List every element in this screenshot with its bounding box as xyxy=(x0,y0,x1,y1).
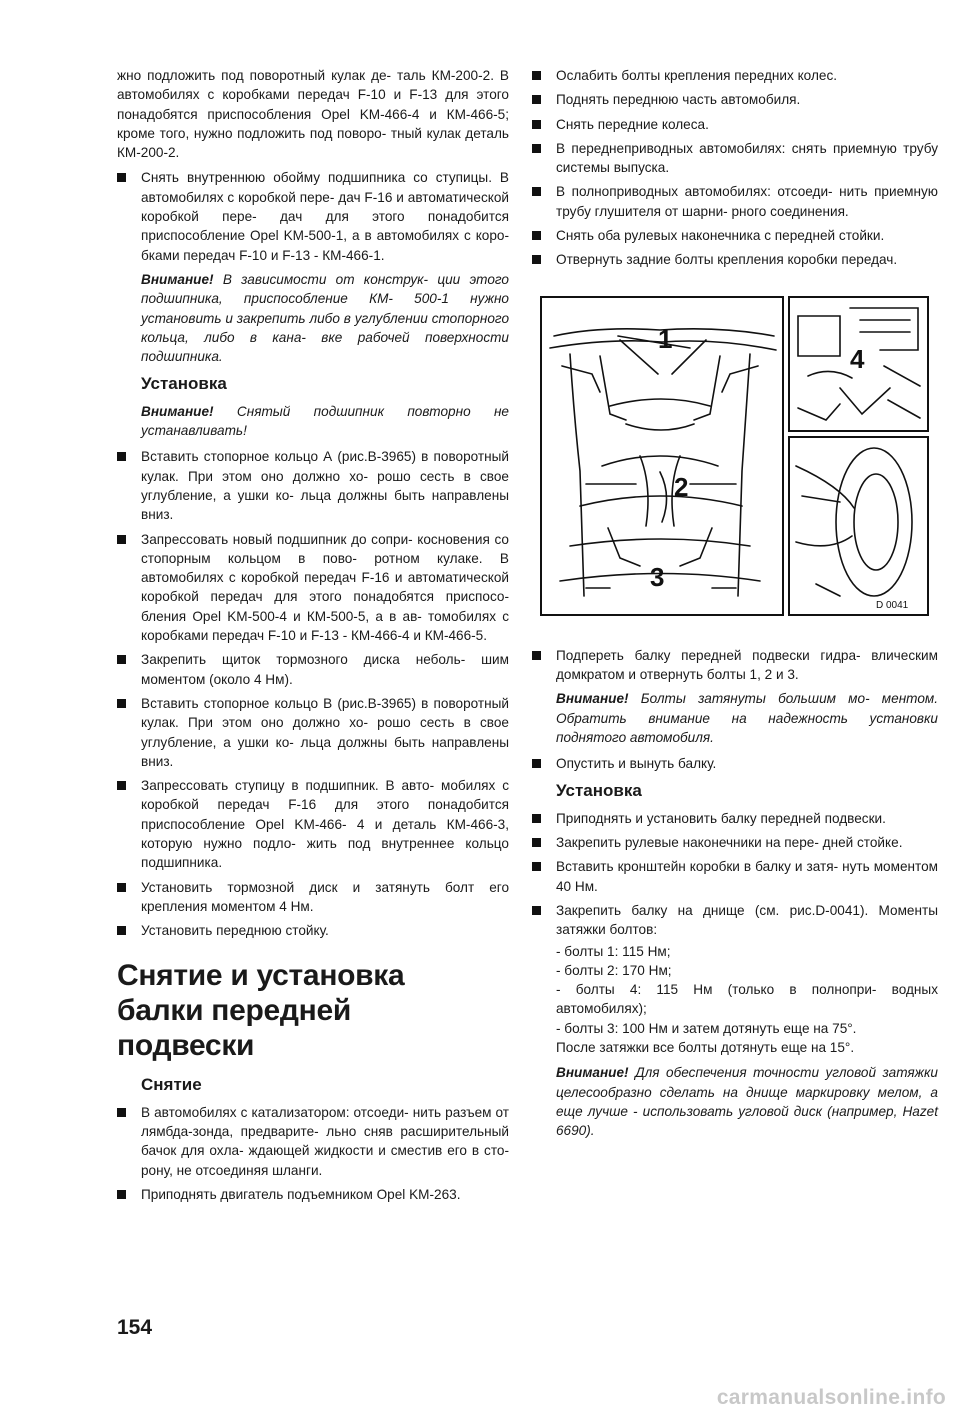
torque-bolts-2: - болты 2: 170 Нм; xyxy=(556,962,672,978)
warning-angle-gauge xyxy=(532,1063,938,1140)
section-title xyxy=(117,958,509,1063)
warning-tool-mounting xyxy=(117,270,509,366)
bullet-raise-vehicle: Поднять переднюю часть автомобиля. xyxy=(532,90,938,109)
intro-paragraph: жно подложить под поворотный кулак де- таль КМ-200-2. В автомобилях с коробками передач F-10 и F-13 для этого понадобятся приспособления Opel KM-466-4 и КМ-466-5; кроме того, нужно подложить под поворо- тный кулак деталь КМ-200-2. xyxy=(117,68,509,161)
warning-text: Для обеспечения точности угловой затяжки целесообразно сделать на днище маркировку мелом, а еще лучше - использовать угловой диск (например, Hazet 6690). xyxy=(556,1065,938,1139)
bullet-gearbox-bracket: Вставить кронштейн коробки в балку и затя- нуть моментом 40 Нм. xyxy=(532,857,938,896)
bullet-install-strut: Установить переднюю стойку. xyxy=(117,921,509,940)
bullet-lambda-sensor: В автомобилях с катализатором: отсоеди- нить разъем от лямбда-зонда, предварите- льно сняв расширительный бачок для охла- ждающей жидкости и сместив его в сто- рону, не отсоединяя шланги. xyxy=(117,1103,509,1180)
bullet-remove-wheels: Снять передние колеса. xyxy=(532,115,938,134)
bullet-support-subframe: Подпереть балку передней подвески гидра- влическим домкратом и отвернуть болты 1, 2 и 3. xyxy=(532,646,938,685)
bullet-remove-exhaust-pipe: В переднеприводных автомобилях: снять приемную трубу системы выпуска. xyxy=(532,139,938,178)
warning-text: В зависимости от конструк- ции этого подшипника, приспособление КМ- 500-1 нужно установить и закрепить либо в углублении стопорного кольца, либо в кана- вке рабочей поверхности подшипника. xyxy=(141,271,509,365)
section-title-line-2: балки передней xyxy=(117,994,351,1028)
heading-removal: Снятие xyxy=(141,1075,202,1095)
warning-text: Снятый подшипник повторно не устанавливать! xyxy=(141,403,509,439)
heading-installation: Установка xyxy=(141,374,227,394)
figure-label-1: 1 xyxy=(658,323,673,354)
page-number: 154 xyxy=(117,1316,153,1339)
right-column xyxy=(532,66,938,1148)
warning-text: Болты затянуты большим мо- ментом. Обратить внимание на надежность установки поднятого автомобиля. xyxy=(556,691,938,745)
bullet-retaining-ring-a: Вставить стопорное кольцо А (рис.В-3965) в поворотный кулак. При этом оно должно хо- рошо сесть в свое углубление, а ушки ко- льца должны быть направлены вниз. xyxy=(117,447,509,524)
torque-bolts-3: - болты 3: 100 Нм и затем дотянуть еще на 75°. xyxy=(556,1020,857,1036)
figure-label-3: 3 xyxy=(650,561,665,592)
subframe-drawing xyxy=(540,296,930,616)
bullet-remove-tie-rod-ends: Снять оба рулевых наконечника с передней стойки. xyxy=(532,226,938,245)
bullet-lift-engine: Приподнять двигатель подъемником Opel KM-263. xyxy=(117,1185,509,1204)
bullet-gearbox-rear-bolts: Отвернуть задние болты крепления коробки передач. xyxy=(532,250,938,269)
warning-high-torque xyxy=(532,689,938,747)
final-angle-tightening: После затяжки все болты дотянуть еще на 15°. xyxy=(556,1040,855,1056)
bullet-install-disc: Установить тормозной диск и затянуть болт его крепления моментом 4 Нм. xyxy=(117,878,509,917)
warning-no-reuse xyxy=(117,402,509,441)
bullet-press-hub: Запрессовать ступицу в подшипник. В авто- мобилях с коробкой передач F-16 для этого понадобится приспособление Opel KM-466- 4 и деталь КМ-466-3, которую нужно подло- жить под внутреннее кольцо подшипника. xyxy=(117,776,509,872)
bullet-loosen-wheel-bolts: Ослабить болты крепления передних колес. xyxy=(532,66,938,85)
left-column xyxy=(117,66,509,1209)
section-title-line-3: подвески xyxy=(117,1029,255,1063)
figure-label-4: 4 xyxy=(850,343,865,374)
bullet-retaining-ring-b: Вставить стопорное кольцо В (рис.В-3965) в поворотный кулак. При этом оно должно хо- рошо сесть в свое углубление, а ушки ко- льца должны быть направлены вниз. xyxy=(117,694,509,771)
heading-installation-right: Установка xyxy=(556,781,642,801)
bullet-lower-subframe: Опустить и вынуть балку. xyxy=(532,754,938,773)
torque-bolts-4: - болты 4: 115 Нм (только в полнопри- водных автомобилях); xyxy=(556,982,938,1017)
bullet-fasten-subframe: Закрепить балку на днище (см. рис.D-0041). Моменты затяжки болтов: xyxy=(532,901,938,940)
section-title-line-1: Снятие и установка xyxy=(117,959,405,993)
bullet-brake-shield: Закрепить щиток тормозного диска неболь- шим моментом (около 4 Нм). xyxy=(117,650,509,689)
warning-label: Внимание! xyxy=(141,271,214,287)
warning-label: Внимание! xyxy=(556,1065,629,1081)
figure-label-2: 2 xyxy=(674,471,689,502)
warning-label: Внимание! xyxy=(141,403,214,419)
bullet-remove-inner-race: Снять внутреннюю обойму подшипника со ступицы. В автомобилях с коробкой пере- дач F-16 и автоматической коробкой пере- дач для этого понадобится приспособление Opel KM-500-1, а в автомобилях с коро- бками передач F-10 и F-13 - КМ-466-1. xyxy=(117,168,509,264)
torque-bolts-1: - болты 1: 115 Нм; xyxy=(556,943,671,959)
bullet-fasten-tie-rod-ends: Закрепить рулевые наконечники на пере- дней стойке. xyxy=(532,833,938,852)
watermark: carmanualsonline.info xyxy=(716,1386,946,1409)
bullet-raise-subframe: Приподнять и установить балку передней подвески. xyxy=(532,809,938,828)
subframe-figure xyxy=(540,296,930,616)
bullet-press-bearing: Запрессовать новый подшипник до сопри- косновения со стопорным кольцом в пово- ротном кулаке. В автомобилях с коробкой передач F-16 и автоматической коробкой передач для этого понадобятся приспосо- бления Opel KM-500-4 и КМ-500-5, а в ав- томобилях с коробками передач F-10 и F-13 - КМ-466-4 и КМ-466-5. xyxy=(117,530,509,646)
bullet-disconnect-muffler-pipe: В полноприводных автомобилях: отсоеди- нить приемную трубу глушителя от шарни- рного соединения. xyxy=(532,182,938,221)
figure-code: D 0041 xyxy=(876,599,909,611)
warning-label: Внимание! xyxy=(556,691,629,707)
